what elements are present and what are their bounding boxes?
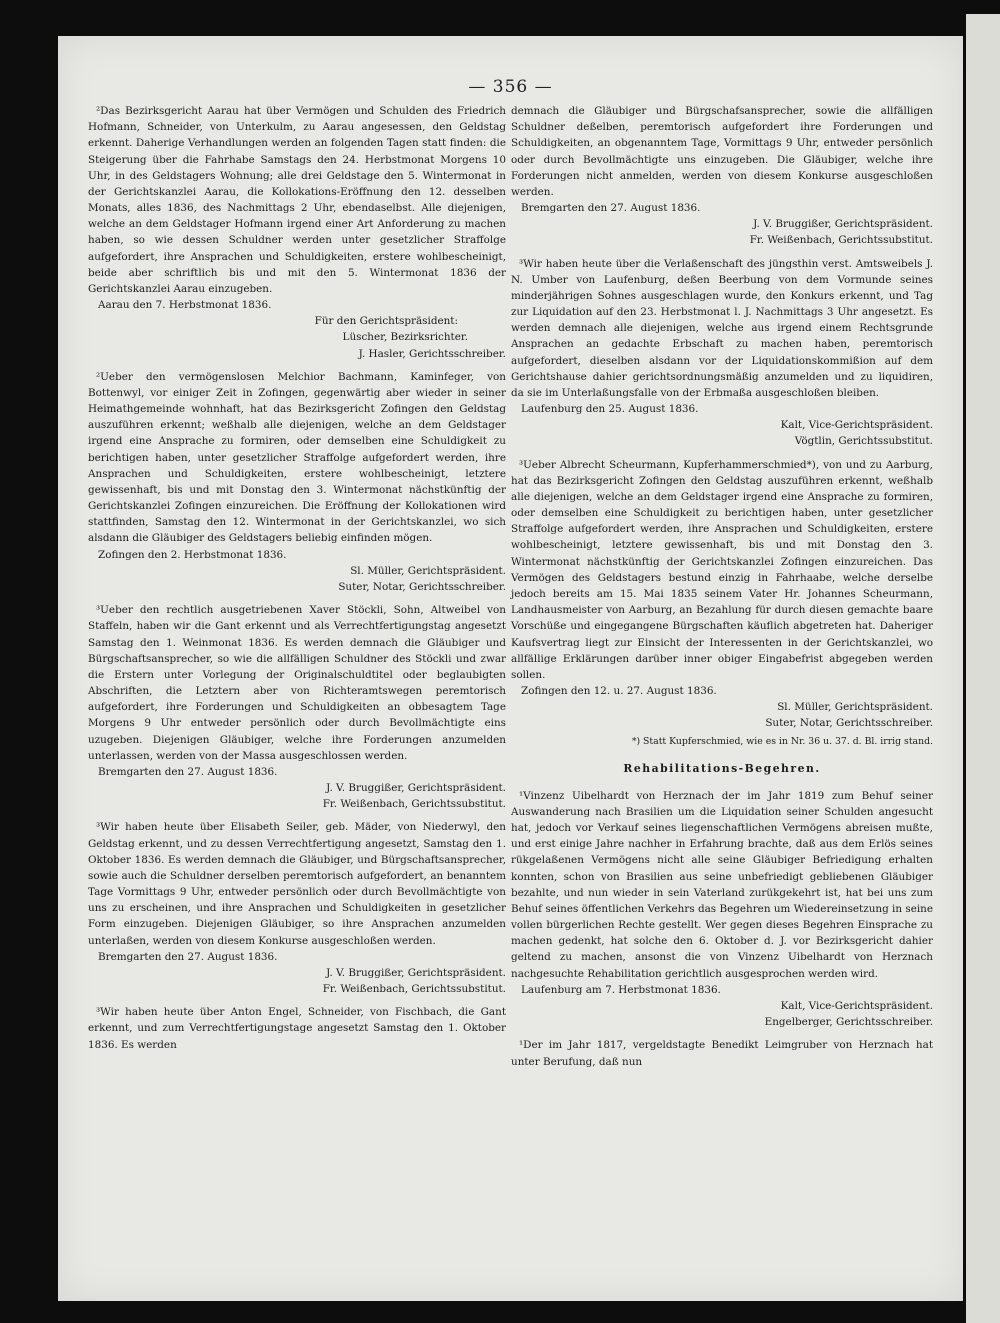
dateline: Bremgarten den 27. August 1836. (521, 202, 701, 215)
signature-line: Sl. Müller, Gerichtspräsident. (777, 701, 933, 714)
notice-stoeckli (88, 602, 506, 812)
notice-engel-continued (511, 103, 933, 249)
dateline: Zofingen den 2. Herbstmonat 1836. (98, 548, 287, 561)
signature-line: Suter, Notar, Gerichtsschreiber. (338, 580, 506, 593)
signature-block (511, 699, 933, 731)
newspaper-page (58, 36, 963, 1301)
notice-bachmann (88, 369, 506, 595)
notice-text: ¹Der im Jahr 1817, vergeldstagte Benedikt Leimgruber von Herznach hat unter Berufung, daß nun (511, 1039, 933, 1068)
signature-line: Lüscher, Bezirksrichter. (342, 331, 468, 344)
notice-text: ³Wir haben heute über die Verlaßenschaft des jüngsthin verst. Amtsweibels J. N. Umber von Laufenburg, deßen Beerbung von dem Vormunde seines minderjährigen Sohnes ausgeschlagen wurde, den Konkurs erkennt, und Tag zur Liquidation auf den 23. Herbstmonat l. J. Nachmittags 3 Uhr angesetzt. Es werden demnach alle diejenigen, welche aus irgend einem Rechtsgrunde Ansprachen an gedachte Erbschaft zu machen haben, peremtorisch aufgefordert, dieselben alsdann vor der Liquidationskommißion auf dem Gerichtshause dahier gerichtsordnungsmäßig anzumelden und zu liquidiren, da sie im Unterlaßungsfalle von der Erbmaßa ausgeschloßen bleiben. (511, 257, 933, 399)
notice-text: ³Wir haben heute über Anton Engel, Schneider, von Fischbach, die Gant erkennt, und zum Verrechtfertigungstage angesetzt Samstag den 1. Oktober 1836. Es werden (88, 1006, 506, 1051)
signature-block (88, 313, 506, 362)
dateline: Aarau den 7. Herbstmonat 1836. (98, 299, 272, 312)
notice-text: ¹Vinzenz Uibelhardt von Herznach der im Jahr 1819 zum Behuf seiner Auswanderung nach Brasilien um die Liquidation seiner Schulden angesucht hat, jedoch vor Verkauf seines liegenschaftlichen Vermögens abreisen mußte, und erst einige Jahre nachher in Erfahrung brachte, daß aus dem Erlös seines rükgelaßenen Vermögens nicht alle seine Gläubiger Befriedigung erhalten konnten, schon von Brasilien aus seine unbefriedigt gebliebenen Gläubiger bezahlte, und nun wieder in sein Vaterland zurükgekehrt ist, hat bei uns zum Behuf seines öffentlichen Verkehrs das Begehren um Wiedereinsetzung in seine vollen bürgerlichen Rechte gestellt. Wer gegen dieses Begehren Einsprache zu machen gedenkt, hat solche den 6. Oktober d. J. vor Bezirksgericht dahier geltend zu machen, ansonst die von Vinzenz Uibelhardt von Herznach nachgesuchte Rehabilitation gerichtlich ausgesprochen werden wird. (511, 789, 934, 980)
signature-line: J. V. Bruggißer, Gerichtspräsident. (753, 218, 933, 231)
notice-text: demnach die Gläubiger und Bürgschafsansprecher, sowie die allfälligen Schuldner deßelben, peremtorisch aufgefordert ihre Forderungen und Schuldigkeiten, an obgenanntem Tage, Vormittags 9 Uhr, entweder persönlich oder durch Bevollmächtigte uns einzugeben. Die Gläubiger, welche ihre Forderungen nicht anmelden, werden von diesem Konkurse ausgeschloßen werden. (511, 105, 933, 198)
notice-umber (511, 256, 933, 450)
signature-line: Vögtlin, Gerichtssubstitut. (794, 435, 933, 448)
notice-leimgruber (511, 1037, 933, 1069)
signature-block (88, 780, 506, 812)
notice-engel (88, 1004, 506, 1053)
page-number: — 356 — (468, 77, 553, 97)
notice-text: ²Ueber den vermögenslosen Melchior Bachmann, Kaminfeger, von Bottenwyl, vor einiger Zeit in Zofingen, gegenwärtig aber wieder in seiner Heimathgemeinde wohnhaft, hat das Bezirksgericht Zofingen den Geldstag auszuführen erkennt; weßhalb alle diejenigen, welche an dem Geldstager irgend eine Ansprache zu formiren, oder demselben eine Schuldigkeit zu berichtigen haben, unter gesetzlicher Straffolge aufgefordert werden, ihre Ansprachen und Schuldigkeiten, erstere wohlbescheinigt, letztere gewissenhaft, bis und mit Donstag den 3. Wintermonat nächstkünftig der Gerichtskanzlei Zofingen einzureichen. Die Eröffnung der Kollokationen wird stattfinden, Samstag den 12. Wintermonat in der Gerichtskanzlei, wo sich alsdann die Gläubiger des Geldstagers beliebig einfinden mögen. (88, 370, 506, 545)
signature-line: J. V. Bruggißer, Gerichtspräsident. (326, 966, 506, 979)
footnote: *) Statt Kupferschmied, wie es in Nr. 36 u. 37. d. Bl. irrig stand. (631, 735, 933, 747)
dateline: Laufenburg den 25. August 1836. (521, 403, 699, 416)
notice-hofmann (88, 103, 506, 362)
notice-text: ²Das Bezirksgericht Aarau hat über Vermögen und Schulden des Friedrich Hofmann, Schneider, von Unterkulm, zu Aarau angesessen, den Geldstag erkennt. Daherige Verhandlungen werden an folgenden Tagen statt finden: die Steigerung über die Fahrhabe Samstags den 24. Herbstmonat Morgens 10 Uhr, in des Geldstagers Wohnung; alle drei Geldstage den 5. Wintermonat in der Gerichtskanzlei Aarau, die Kollokations-Eröffnung den 12. desselben Monats, alles 1836, des Nachmittags 2 Uhr, ebendaselbst. Alle diejenigen, welche an dem Geldstager Hofmann irgend einer Art Anforderung zu machen haben, so wie dessen Schuldner werden unter gesetzlicher Straffolge aufgefordert, ihre Ansprachen und Schuldigkeiten, erstere wohlbescheinigt, beide aber schriftlich bis und mit den 5. Wintermonat 1836 der Gerichtskanzlei Aarau einzugeben. (88, 105, 506, 295)
notice-text: ³Ueber Albrecht Scheurmann, Kupferhammerschmied*), von und zu Aarburg, hat das Bezirksgericht Zofingen den Geldstag auszuführen erkennt, weßhalb alle diejenigen, welche an dem Geldstager irgend eine Ansprache zu formiren, oder demselben eine Schuldigkeit zu berichtigen haben, unter gesetzlicher Straffolge aufgefordert werden, ihre Ansprachen und Schuldigkeiten, erstere wohlbescheinigt, letztere gewissenhaft, bis und mit Donstag den 3. Wintermonat nächstkünftig der Gerichtskanzlei Zofingen einzureichen. Das Vermögen des Geldstagers bestund einzig in Fahrhaabe, welche derselbe jedoch bereits am 15. Mai 1835 seinem Vater Hr. Johannes Scheurmann, Landhausmeister von Aarburg, an Bezahlung für durch diesen gemachte baare Vorschüße und eingegangene Bürgschaften käuflich abgetreten hat. Daheriger Kaufsvertrag liegt zur Einsicht der Interessenten in der Gerichtskanzlei, wo allfällige Erklärungen darüber inner obiger Eingabefrist abgegeben werden sollen. (511, 458, 933, 681)
signature-line: Fr. Weißenbach, Gerichtssubstitut. (322, 798, 506, 811)
signature-line: Sl. Müller, Gerichtspräsident. (350, 564, 506, 577)
dateline: Zofingen den 12. u. 27. August 1836. (521, 685, 717, 698)
notice-text: ³Wir haben heute über Elisabeth Seiler, geb. Mäder, von Niederwyl, den Geldstag erkennt, und zu dessen Verrechtfertigung angesetzt, Samstag den 1. Oktober 1836. Es werden demnach die Gläubiger, und Bürgschaftsansprecher, sowie auch die Schuldner derselben peremtorisch aufgefordert, an benanntem Tage Vormittags 9 Uhr, entweder persönlich oder durch Bevollmächtigte von uns zu erscheinen, und ihre Ansprachen und Schuldigkeiten in gesetzlicher Form einzugeben. Diejenigen Gläubiger, so ihre Ansprachen anzumelden unterlaßen, werden von diesem Konkurse ausgeschloßen werden. (88, 821, 506, 947)
notice-text: ³Ueber den rechtlich ausgetriebenen Xaver Stöckli, Sohn, Altweibel von Staffeln, haben wir die Gant erkennt und als Verrechtfertigungstag angesetzt Samstag den 1. Weinmonat 1836. Es werden demnach die Gläubiger und Bürgschaftsansprecher, so wie die allfälligen Schuldner des Stöckli und zwar die Erstern unter Vorlegung der Originalschuldtitel oder beglaubigten Abschriften, die Letztern aber von Richteramtswegen peremtorisch aufgefordert, ihre Forderungen und Schuldigkeiten an obbesagtem Tage Morgens 9 Uhr entweder persönlich oder durch Bevollmächtigte eins uzugeben. Diejenigen Gläubiger, welche ihre Forderungen anzumelden unterlassen, werden von der Massa ausgeschlossen werden. (88, 604, 506, 762)
notice-scheurmann (511, 457, 933, 749)
signature-line: Für den Gerichtspräsident: (314, 315, 458, 328)
right-column (511, 103, 933, 1071)
signature-block (88, 965, 506, 997)
signature-block (511, 417, 933, 449)
dateline: Bremgarten den 27. August 1836. (98, 765, 278, 778)
signature-line: Kalt, Vice-Gerichtspräsident. (780, 1000, 933, 1012)
signature-line: J. Hasler, Gerichtsschreiber. (358, 347, 506, 360)
dateline: Laufenburg am 7. Herbstmonat 1836. (521, 983, 721, 996)
signature-line: Fr. Weißenbach, Gerichtssubstitut. (322, 983, 506, 996)
signature-line: Kalt, Vice-Gerichtspräsident. (780, 419, 933, 432)
signature-line: Engelberger, Gerichtsschreiber. (764, 1016, 933, 1029)
signature-line: Fr. Weißenbach, Gerichtssubstitut. (749, 234, 933, 247)
section-heading: Rehabilitations-Begehren. (623, 761, 821, 775)
notice-uibelhardt (511, 788, 933, 1031)
next-page-edge (966, 14, 1000, 1323)
signature-line: J. V. Bruggißer, Gerichtspräsident. (326, 782, 506, 795)
signature-block (511, 998, 933, 1030)
notice-seiler (88, 819, 506, 997)
signature-block (511, 216, 933, 248)
dateline: Bremgarten den 27. August 1836. (98, 950, 278, 963)
signature-line: Suter, Notar, Gerichtsschreiber. (765, 717, 933, 730)
signature-block (88, 563, 506, 595)
left-column (88, 103, 506, 1054)
